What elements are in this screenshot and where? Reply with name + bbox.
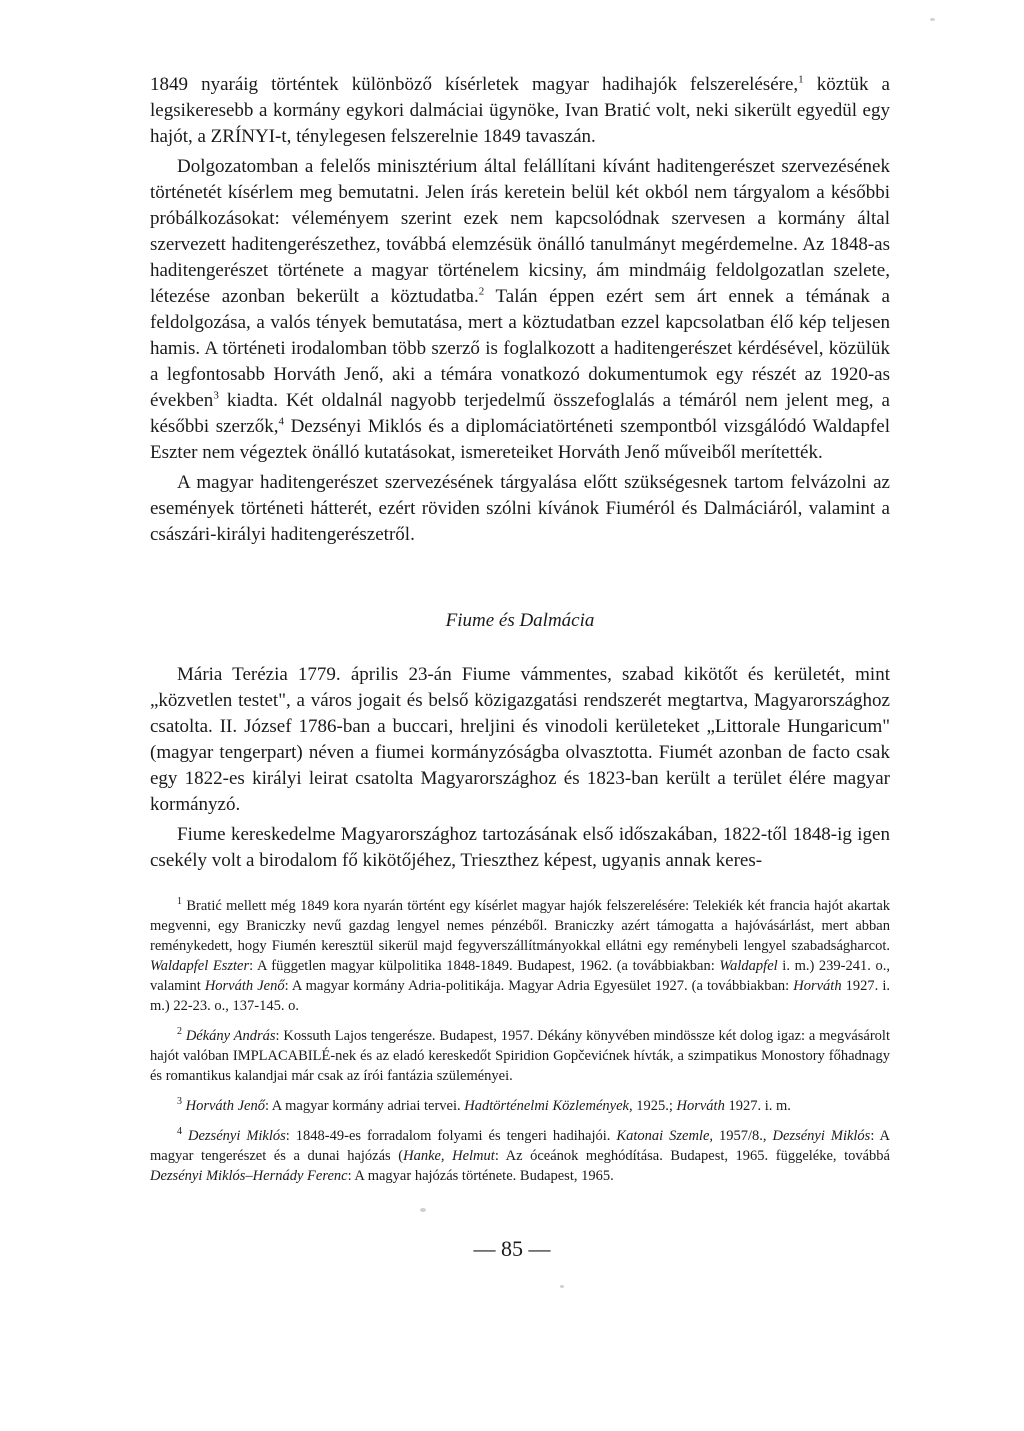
paragraph-5: Fiume kereskedelme Magyarországhoz tartozásának első időszakában, 1822-től 1848-ig igen csekély volt a birodalom fő kikötőjéhez, Trieszthez képest, ugyanis annak keres-: [150, 824, 890, 871]
footnote-ref-2[interactable]: 2: [478, 285, 485, 298]
footnote-1-text-e: 1927. i. m.) 22-23. o., 137-145. o.: [150, 978, 890, 1014]
footnote-1-author-1: Waldapfel Eszter: [150, 958, 250, 974]
footnote-4-author-4: Dezsényi Miklós–Hernády Ferenc: [150, 1168, 348, 1184]
paragraph-2-text-c: kiadta. Két oldalnál nagyobb terjedelmű összefoglalás a témáról nem jelent meg, a későbbi szerzők,: [150, 390, 890, 437]
footnote-3: [150, 1096, 890, 1116]
footnote-4-text-e: : A magyar hajózás története. Budapest, 1965.: [347, 1168, 614, 1184]
footnote-3-short: Horváth: [676, 1098, 725, 1114]
footnote-2-text: : Kossuth Lajos tengerésze. Budapest, 1957. Dékány könyvében mindössze két dolog igaz: a megvásárolt hajót valóban IMPLACABILÉ-nek és az eladó kereskedőt Spiridion Gopčevićnek hívták, a szimpatikus Monostory főhadnagy és romantikus kalandjai már csak az írói fantázia szüleményei.: [150, 1028, 890, 1084]
paragraph-2-text-d: Dezsényi Miklós és a diplomáciatörténeti szempontból vizsgálódó Waldapfel Eszter nem végeztek önálló kutatásokat, ismereteiket Horváth Jenő műveiből merítették.: [150, 416, 890, 463]
footnote-2-author: Dékány András: [185, 1028, 276, 1044]
footnotes: [150, 896, 890, 1196]
footnote-2-number: 2: [177, 1026, 182, 1038]
footnote-1-number: 1: [177, 896, 182, 908]
paragraph-3: A magyar haditengerészet szervezésének tárgyalása előtt szükségesnek tartom felvázolni az események történeti hátterét, ezért röviden szólni kívánok Fiuméról és Dalmáciáról, valamint a császári-királyi haditengerészetről.: [150, 472, 890, 545]
footnote-4-journal: Katonai Szemle,: [616, 1128, 714, 1144]
footnote-4-text-d: : Az óceánok meghódítása. Budapest, 1965. függeléke, továbbá: [494, 1148, 890, 1164]
footnote-3-text-c: 1927. i. m.: [724, 1098, 791, 1114]
paragraph-1-text-a: 1849 nyaráig történtek különböző kísérletek magyar hadihajók felszerelésére,: [150, 74, 799, 95]
paragraph-2-text-a: Dolgozatomban a felelős minisztérium által felállítani kívánt haditengerészet szervezésének történetét kísérlem meg bemutatni. Jelen írás keretein belül két okból nem tárgyalom a későbbi próbálkozásokat: véleményem szerint ezek nem kapcsolódnak szervesen a kormány által szervezett haditengerészethez, továbbá elemzésük önálló tanulmányt megérdemelne. Az 1848-as haditengerészet története a magyar történelem kicsiny, ám mindmáig feldolgozatlan szelete, létezése azonban bekerült a köztudatba.: [150, 156, 890, 307]
footnote-ref-4[interactable]: 4: [278, 415, 284, 428]
footnote-4-text-c: : A magyar tengerészet és a dunai hajózás (: [150, 1128, 891, 1164]
footnote-3-author: Horváth Jenő: [185, 1098, 265, 1114]
footnote-ref-3[interactable]: 3: [213, 389, 219, 402]
footnote-1-text-c: i. m.) 239-241. o., valamint: [150, 958, 890, 994]
footnote-1: [150, 896, 890, 1016]
paragraph-1: [150, 72, 890, 150]
footnote-3-text-a: : A magyar kormány adriai tervei.: [264, 1098, 465, 1114]
scan-speck: [930, 18, 935, 21]
footnote-1-author-2: Horváth Jenő: [204, 978, 285, 994]
footnote-2: [150, 1026, 890, 1086]
footnote-4-text-a: : 1848-49-es forradalom folyami és tengeri hadihajói.: [285, 1128, 617, 1144]
footnote-1-short-2: Horváth: [793, 978, 842, 994]
footnote-1-text-a: Bratić mellett még 1849 kora nyarán történt egy kísérlet magyar hajók felszerelésére: Telekiék két francia hajót akartak megvenni, egy Braniczky nevű gazdag lengyel nemes pénzéből. Braniczky azért támogatta a hajóvásárlást, mert abban reménykedett, hogy Fiumén keresztül sikerül majd fegyverszállítmányokkal ellátni egy reménybeli lengyel szabadságharcot.: [150, 898, 890, 954]
paragraph-4: Mária Terézia 1779. április 23-án Fiume vámmentes, szabad kikötőt és kerületét, mint „közvetlen testet", a város jogait és belső közigazgatási rendszerét megtartva, Magyarországhoz csatolta. II. József 1786-ban a buccari, hreljini és vinodoli kerületeket „Littorale Hungaricum" (magyar tengerpart) néven a fiumei kormányzóságba olvasztotta. Fiumét azonban de facto csak egy 1822-es királyi leirat csatolta Magyarországhoz és 1823-ban került a terület élére magyar kormányzó.: [150, 664, 890, 815]
footnote-4-author-2: Dezsényi Miklós: [772, 1128, 871, 1144]
scan-speck: [640, 866, 643, 869]
page-number: — 85 —: [473, 1236, 551, 1261]
main-text: [150, 72, 890, 874]
section-heading: Fiume és Dalmácia: [445, 610, 595, 631]
footnote-4-author-1: Dezsényi Miklós: [188, 1128, 286, 1144]
footnote-ref-1[interactable]: 1: [798, 73, 804, 86]
footnote-4-number: 4: [177, 1126, 182, 1138]
paragraph-2-text-b: Talán éppen ezért sem árt ennek a témának a feldolgozása, a valós tények bemutatása, mert a köztudatban ezzel kapcsolatban élő kép teljesen hamis. A történeti irodalomban több szerző is foglalkozott a haditengerészet kérdésével, közülük a legfontosabb Horváth Jenő, aki a témára vonatkozó dokumentumok egy részét az 1920-as években: [150, 286, 890, 411]
paragraph-1-text-b: köztük a legsikeresebb a kormány egykori dalmáciai ügynöke, Ivan Bratić volt, neki sikerült egyedül egy hajót, a ZRÍNYI-t, ténylegesen felszerelnie 1849 tavaszán.: [150, 74, 890, 147]
footnote-1-text-d: : A magyar kormány Adria-politikája. Magyar Adria Egyesület 1927. (a továbbiakban:: [284, 978, 794, 994]
scan-speck: [420, 1208, 426, 1212]
footnote-3-text-b: 1925.;: [632, 1098, 677, 1114]
paragraph-2: [150, 154, 890, 466]
footnote-1-text-b: : A független magyar külpolitika 1848-1849. Budapest, 1962. (a továbbiakban:: [249, 958, 720, 974]
scan-speck: [560, 1285, 564, 1288]
footnote-4-text-b: 1957/8.,: [713, 1128, 773, 1144]
footnote-3-number: 3: [177, 1096, 182, 1108]
footnote-1-short-1: Waldapfel: [719, 958, 778, 974]
footnote-4-author-3: Hanke, Helmut: [403, 1148, 495, 1164]
footnote-3-journal: Hadtörténelmi Közlemények,: [464, 1098, 633, 1114]
footnote-4: [150, 1126, 890, 1186]
